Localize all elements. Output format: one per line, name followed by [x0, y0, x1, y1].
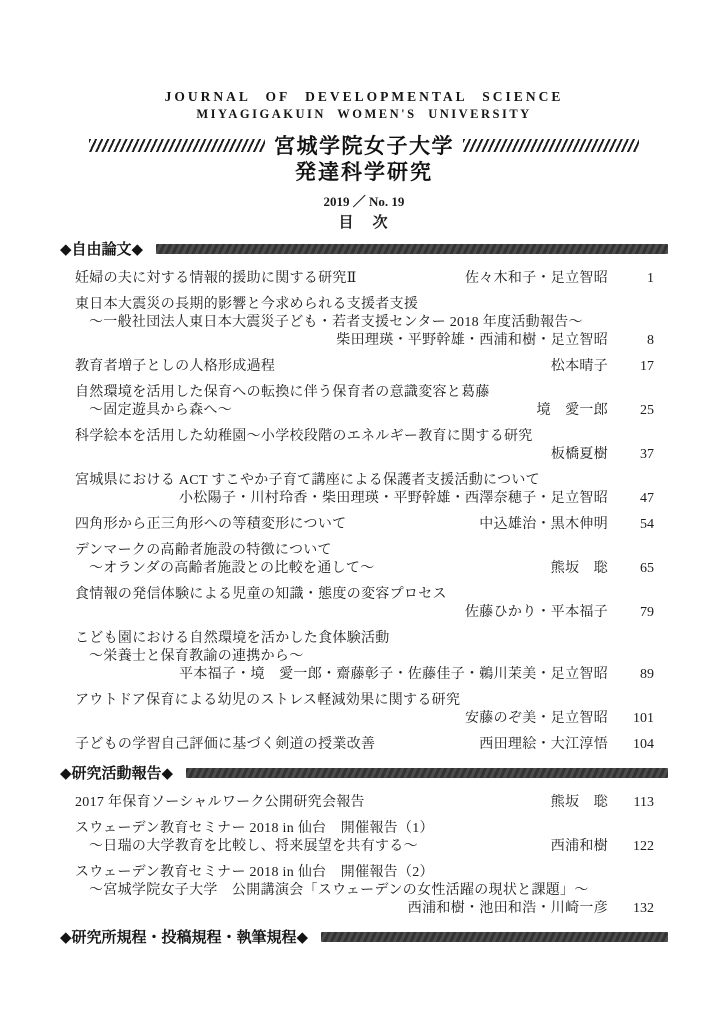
- toc-entry-row: [75, 358, 654, 376]
- section-label: ◆自由論文◆: [60, 241, 144, 258]
- toc-entries-free-articles: [75, 270, 654, 754]
- section-label: ◆研究活動報告◆: [60, 765, 174, 782]
- entry-authors: 松本晴子: [550, 359, 608, 374]
- entry-page-number: 8: [647, 333, 654, 348]
- toc-entry: [75, 586, 654, 622]
- journal-title-japanese: 発達科学研究: [295, 161, 433, 184]
- section-bar: [186, 768, 668, 778]
- toc-entry: [75, 736, 654, 754]
- entry-title: 自然環境を活用した保育への転換に伴う保育者の意識変容と葛藤: [75, 385, 490, 400]
- entry-title: ～固定遊具から森へ～: [89, 403, 232, 418]
- toc-entry-row: [75, 560, 654, 578]
- entry-title: 東日本大震災の長期的影響と今求められる支援者支援: [75, 297, 419, 312]
- toc-entry: [75, 384, 654, 420]
- entry-authors: 西田理絵・大江淳悟: [479, 737, 608, 752]
- entry-title: スウェーデン教育セミナー 2018 in 仙台 開催報告（2）: [75, 865, 434, 880]
- section-bar: [156, 244, 668, 254]
- entry-title: こども園における自然環境を活かした食体験活動: [75, 631, 390, 646]
- entry-title: 2017 年保育ソーシャルワーク公開研究会報告: [75, 795, 365, 810]
- toc-entry-row: [75, 692, 654, 710]
- toc-entry-row: [75, 710, 654, 728]
- entry-page-number: 25: [640, 403, 654, 418]
- issue-number: 2019 ／ No. 19: [323, 194, 405, 209]
- toc-entry: [75, 542, 654, 578]
- toc-entry: [75, 358, 654, 376]
- entry-page-number: 54: [640, 517, 654, 532]
- entry-authors: 安藤のぞ美・足立智昭: [465, 711, 608, 726]
- toc-entry: [75, 692, 654, 728]
- entry-title: アウトドア保育による幼児のストレス軽減効果に関する研究: [75, 693, 461, 708]
- toc-entry: [75, 516, 654, 534]
- entry-title: ～一般社団法人東日本大震災子ども・若者支援センター 2018 年度活動報告～: [89, 315, 583, 330]
- toc-entry: [75, 794, 654, 812]
- toc-entry-row: [75, 296, 654, 314]
- entry-page-number: 65: [640, 561, 654, 576]
- entry-authors: 柴田理瑛・平野幹雄・西浦和樹・足立智昭: [336, 333, 608, 348]
- toc-entry-row: [75, 630, 654, 648]
- entry-page-number: 79: [640, 605, 654, 620]
- journal-title-english: JOURNAL OF DEVELOPMENTAL SCIENCE: [164, 89, 564, 104]
- entry-page-number: 132: [633, 901, 654, 916]
- entry-authors: 小松陽子・川村玲香・柴田理瑛・平野幹雄・西澤奈穂子・足立智昭: [179, 491, 608, 506]
- toc-entry-row: [75, 490, 654, 508]
- entry-authors: 熊坂 聡: [550, 561, 608, 576]
- toc-heading: 目 次: [338, 214, 390, 231]
- toc-entry-row: [75, 472, 654, 490]
- entry-title: ～宮城学院女子大学 公開講演会「スウェーデンの女性活躍の現状と課題」～: [89, 883, 589, 898]
- toc-entry-row: [75, 384, 654, 402]
- entry-authors: 平本福子・境 愛一郎・齋藤彰子・佐藤佳子・鵜川茉美・足立智昭: [179, 667, 608, 682]
- entry-authors: 熊坂 聡: [550, 795, 608, 810]
- toc-entry-row: [75, 428, 654, 446]
- toc-entry-row: [75, 270, 654, 288]
- toc-entry: [75, 270, 654, 288]
- university-name-english: MIYAGIGAKUIN WOMEN'S UNIVERSITY: [196, 107, 532, 121]
- toc-entry-row: [75, 402, 654, 420]
- section-heading-free-articles: [60, 238, 668, 259]
- toc-entry-row: [75, 446, 654, 464]
- toc-entry: [75, 630, 654, 684]
- entry-title: 妊婦の夫に対する情報的援助に関する研究Ⅱ: [75, 271, 357, 286]
- section-label: ◆研究所規程・投稿規程・執筆規程◆: [60, 929, 309, 946]
- section-heading-regulations: [60, 926, 668, 947]
- entry-title: デンマークの高齢者施設の特徴について: [75, 543, 332, 558]
- entry-title: ～栄養士と保育教諭の連携から～: [89, 649, 304, 664]
- entry-authors: 西浦和樹: [550, 839, 608, 854]
- entry-authors: 板橋夏樹: [550, 447, 608, 462]
- toc-entry-row: [75, 882, 654, 900]
- toc-entry-row: [75, 586, 654, 604]
- entry-title: 子どもの学習自己評価に基づく剣道の授業改善: [75, 737, 376, 752]
- entry-page-number: 17: [640, 359, 654, 374]
- toc-entry-row: [75, 794, 654, 812]
- entry-authors: 佐藤ひかり・平本福子: [465, 605, 608, 620]
- toc-entry: [75, 428, 654, 464]
- entry-title: スウェーデン教育セミナー 2018 in 仙台 開催報告（1）: [75, 821, 434, 836]
- toc-entry-row: [75, 516, 654, 534]
- entry-title: 食情報の発信体験による児童の知識・態度の変容プロセス: [75, 587, 447, 602]
- toc-entry: [75, 472, 654, 508]
- entry-page-number: 47: [640, 491, 654, 506]
- toc-entries-activity-reports: [75, 794, 654, 918]
- entry-authors: 中込雄治・黒木伸明: [479, 517, 608, 532]
- toc-entry-row: [75, 900, 654, 918]
- entry-title: 四角形から正三角形への等積変形について: [75, 517, 347, 532]
- toc-entry-row: [75, 332, 654, 350]
- entry-authors: 境 愛一郎: [536, 403, 608, 418]
- entry-title: 宮城県における ACT すこやか子育て講座による保護者支援活動について: [75, 473, 540, 488]
- toc-entry: [75, 864, 654, 918]
- entry-page-number: 101: [633, 711, 654, 726]
- toc-entry-row: [75, 314, 654, 332]
- toc-entry-row: [75, 838, 654, 856]
- university-banner: [60, 131, 668, 159]
- entry-authors: 佐々木和子・足立智昭: [465, 271, 608, 286]
- toc-entry-row: [75, 736, 654, 754]
- entry-page-number: 113: [633, 795, 654, 810]
- entry-title: ～日瑞の大学教育を比較し、将来展望を共有する～: [89, 839, 418, 854]
- entry-page-number: 89: [640, 667, 654, 682]
- toc-entry-row: [75, 864, 654, 882]
- entry-page-number: 104: [633, 737, 654, 752]
- section-heading-activity-reports: [60, 762, 668, 783]
- entry-title: ～オランダの高齢者施設との比較を通して～: [89, 561, 375, 576]
- university-name-japanese: 宮城学院女子大学: [274, 135, 454, 158]
- entry-page-number: 1: [647, 271, 654, 286]
- toc-entry-row: [75, 820, 654, 838]
- toc-entry-row: [75, 604, 654, 622]
- entry-title: 教育者増子としの人格形成過程: [75, 359, 276, 374]
- toc-entry: [75, 820, 654, 856]
- toc-entry-row: [75, 666, 654, 684]
- entry-authors: 西浦和樹・池田和浩・川崎一彦: [407, 901, 608, 916]
- toc-entry-row: [75, 542, 654, 560]
- hatch-decoration-right: [463, 139, 639, 152]
- entry-title: 科学絵本を活用した幼稚園～小学校段階のエネルギー教育に関する研究: [75, 429, 533, 444]
- toc-entry: [75, 296, 654, 350]
- entry-page-number: 37: [640, 447, 654, 462]
- entry-page-number: 122: [633, 839, 654, 854]
- toc-entry-row: [75, 648, 654, 666]
- section-bar: [321, 932, 668, 942]
- hatch-decoration-left: [89, 139, 265, 152]
